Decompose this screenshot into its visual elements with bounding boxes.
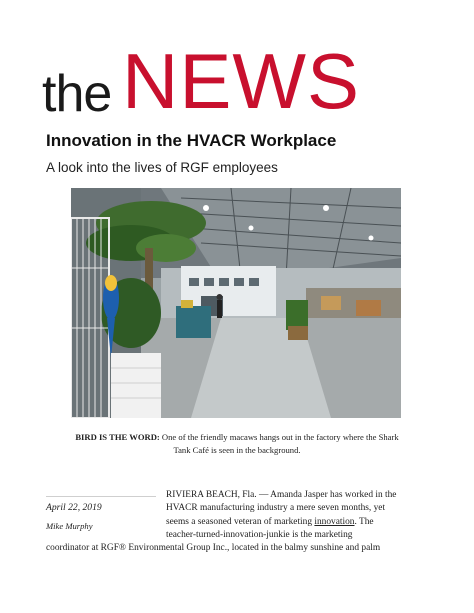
body-line bbox=[166, 516, 424, 529]
body-line: teacher-turned-innovation-junkie is the marketing bbox=[166, 529, 353, 540]
article-subheadline: A look into the lives of RGF employees bbox=[46, 160, 278, 175]
article-author: Mike Murphy bbox=[46, 521, 93, 531]
body-text: . The bbox=[354, 516, 374, 527]
caption-lead: BIRD IS THE WORD: bbox=[75, 432, 160, 442]
body-line: coordinator at RGF® Environmental Group Inc., located in the balmy sunshine and palm bbox=[46, 543, 381, 553]
article-headline: Innovation in the HVACR Workplace bbox=[46, 131, 337, 150]
logo-the: the bbox=[42, 65, 112, 123]
body-text: seems a seasoned veteran of marketing bbox=[166, 516, 315, 527]
caption-text: One of the friendly macaws hangs out in the factory where the Shark Tank Café is seen in the background. bbox=[159, 432, 399, 455]
factory-photo bbox=[71, 188, 401, 418]
masthead-logo bbox=[38, 37, 438, 125]
innovation-link[interactable]: innovation bbox=[314, 516, 355, 527]
logo-news: NEWS bbox=[122, 37, 360, 125]
body-line: HVACR manufacturing industry a mere seven months, yet bbox=[166, 503, 386, 514]
photo-caption bbox=[66, 431, 408, 457]
article-meta bbox=[46, 496, 156, 531]
body-line: RIVIERA BEACH, Fla. — Amanda Jasper has worked in the bbox=[166, 490, 397, 500]
article-body bbox=[166, 489, 424, 542]
article-date: April 22, 2019 bbox=[46, 496, 156, 513]
factory-photo-illustration bbox=[71, 188, 401, 418]
